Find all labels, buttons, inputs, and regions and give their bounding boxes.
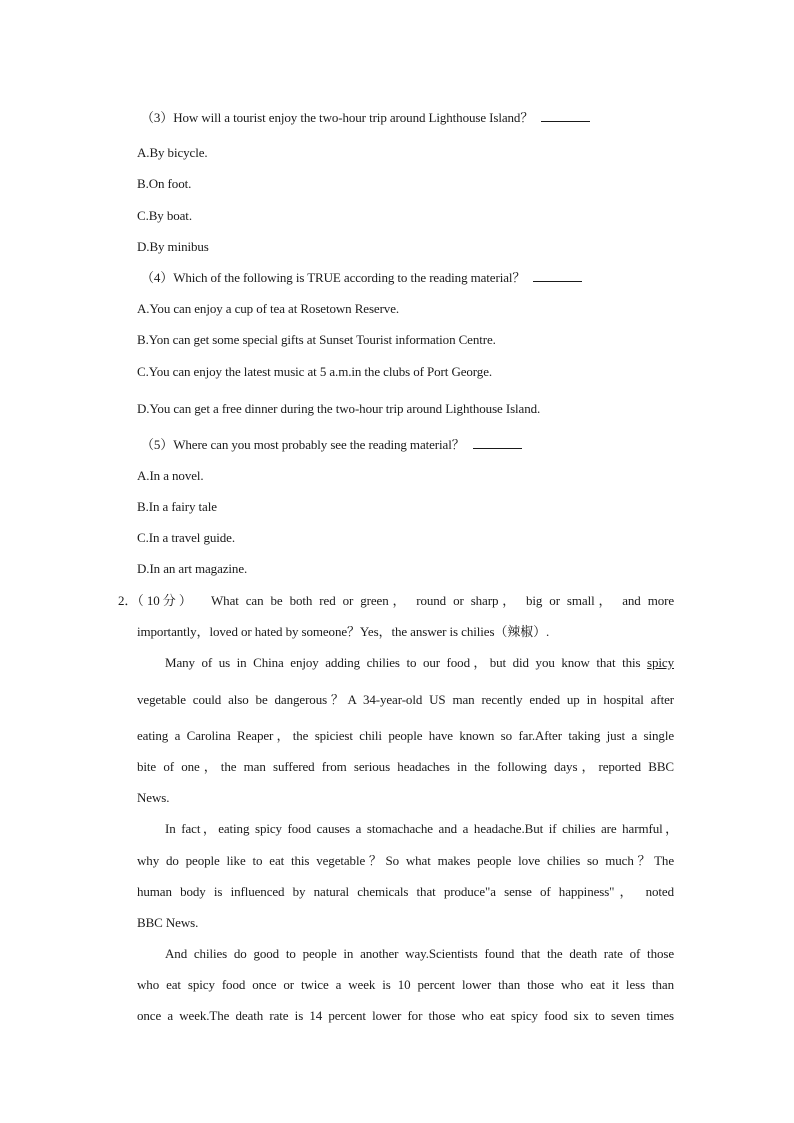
paragraph-2-line-3: human body is influenced by natural chemicals that produce"a sense of happiness"， noted [137, 884, 674, 899]
question-5-text: （5）Where can you most probably see the reading material？ [141, 437, 465, 452]
question-5-option-a: A.In a novel. [137, 468, 204, 483]
paragraph-2-line-1: In fact，eating spicy food causes a stomachache and a headache.But if chilies are harmful， [165, 821, 678, 836]
paragraph-2-line-4: BBC News. [137, 915, 199, 930]
question-4-stem [141, 270, 582, 286]
question-4-option-a: A.You can enjoy a cup of tea at Rosetown Reserve. [137, 301, 400, 316]
question-3-stem [141, 110, 590, 126]
passage-number: 2．（ 10 分 ） [118, 593, 192, 608]
question-4-option-c: C.You can enjoy the latest music at 5 a.m.in the clubs of Port George. [137, 364, 493, 379]
answer-blank-5[interactable] [473, 437, 522, 449]
question-4-text: （4）Which of the following is TRUE according to the reading material？ [141, 270, 526, 285]
paragraph-1-line-1-text: Many of us in China enjoy adding chilies to our food，but did you know that this [165, 655, 641, 670]
question-3-text: （3）How will a tourist enjoy the two-hour trip around Lighthouse Island？ [141, 110, 534, 125]
passage-intro-line-1: What can be both red or green， round or sharp， big or small， and more [211, 593, 674, 608]
passage-intro-line-2: importantly，loved or hated by someone？Yes，the answer is chilies（辣椒）. [137, 624, 550, 639]
paragraph-3-line-2: who eat spicy food once or twice a week is 10 percent lower than those who eat it less than [137, 977, 674, 992]
answer-blank-3[interactable] [541, 110, 590, 122]
paragraph-1-line-4: bite of one，the man suffered from serious headaches in the following days，reported BBC [137, 759, 674, 774]
question-5-option-b: B.In a fairy tale [137, 499, 217, 514]
question-5-option-d: D.In an art magazine. [137, 561, 248, 576]
paragraph-1-line-2: vegetable could also be dangerous？A 34-year-old US man recently ended up in hospital after [137, 692, 674, 707]
question-3-option-a: A.By bicycle. [137, 145, 208, 160]
paragraph-1-line-1 [165, 655, 674, 671]
question-3-option-c: C.By boat. [137, 208, 192, 223]
paragraph-3-line-1: And chilies do good to people in another way.Scientists found that the death rate of those [165, 946, 674, 961]
paragraph-3-line-3: once a week.The death rate is 14 percent lower for those who eat spicy food six to seven times [137, 1008, 674, 1023]
question-3-option-d: D.By minibus [137, 239, 209, 254]
question-3-option-b: B.On foot. [137, 176, 192, 191]
question-5-stem [141, 437, 522, 453]
question-5-option-c: C.In a travel guide. [137, 530, 235, 545]
paragraph-1-line-3: eating a Carolina Reaper，the spiciest chili people have known so far.After taking just a single [137, 728, 674, 743]
paragraph-2-line-2: why do people like to eat this vegetable？So what makes people love chilies so much？The [137, 853, 674, 868]
answer-blank-4[interactable] [533, 270, 582, 282]
question-4-option-d: D.You can get a free dinner during the two-hour trip around Lighthouse Island. [137, 401, 541, 416]
paragraph-1-line-5: News. [137, 790, 170, 805]
underlined-word-spicy: spicy [647, 655, 674, 670]
question-4-option-b: B.Yon can get some special gifts at Sunset Tourist information Centre. [137, 332, 496, 347]
